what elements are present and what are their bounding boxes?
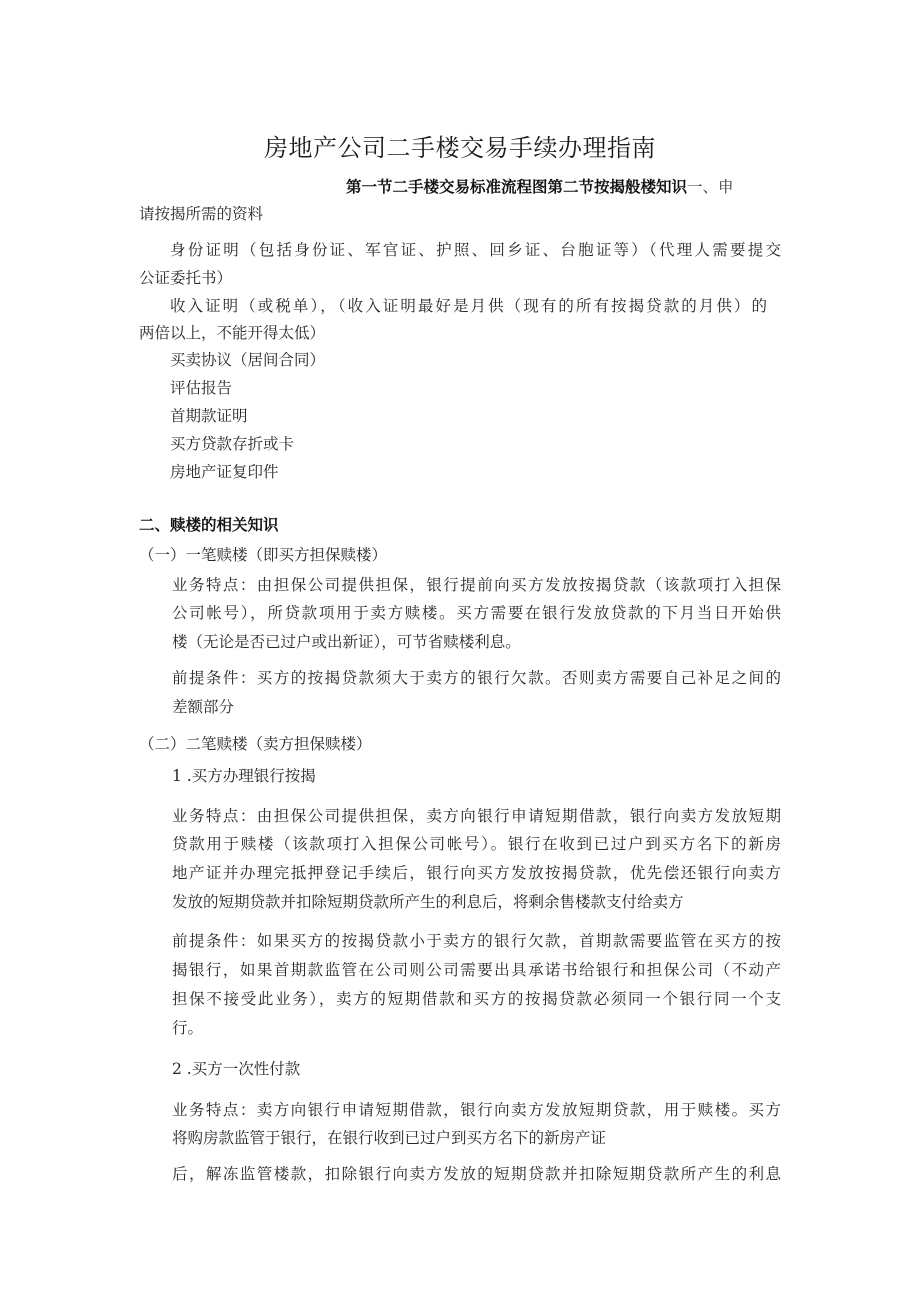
material-item: 买方贷款存折或卡 (170, 435, 295, 453)
material-income-line-1: 收入证明（或税单），（收入证明最好是月供（现有的所有按揭贷款的月供）的 (170, 297, 767, 315)
intro-tail-text: 一、申 (687, 178, 734, 196)
item1-business-line: 地产证并办理完抵押登记手续后，银行向买方发放按揭贷款，优先偿还银行向卖方 (172, 864, 781, 882)
sub1-business-line: 楼（无论是否已过户或出新证），可节省赎楼利息。 (172, 633, 521, 651)
section-2-heading: 二、赎楼的相关知识 (139, 516, 279, 534)
intro-line-2: 请按揭所需的资料 (139, 205, 264, 223)
sub1-business-line: 业务特点：由担保公司提供担保，银行提前向买方发放按揭贷款（该款项打入担保 (172, 576, 781, 594)
sub1-precondition-line: 前提条件：买方的按揭贷款须大于卖方的银行欠款。否则卖方需要自己补足之间的 (172, 669, 781, 687)
document-title: 房地产公司二手楼交易手续办理指南 (264, 134, 656, 162)
sub1-business-line: 公司帐号），所贷款项用于卖方赎楼。买方需要在银行发放贷款的下月当日开始供 (172, 604, 781, 622)
item1-precondition-line: 前提条件：如果买方的按揭贷款小于卖方的银行欠款，首期款需要监管在买方的按 (172, 932, 781, 950)
item1-precondition-line: 揭银行，如果首期款监管在公司则公司需要出具承诺书给银行和担保公司（不动产 (172, 961, 781, 979)
intro-bold-text: 第一节二手楼交易标准流程图第二节按揭般楼知识 (346, 178, 688, 196)
item1-precondition-line: 担保不接受此业务），卖方的短期借款和买方的按揭贷款必须同一个银行同一个支 (172, 990, 781, 1008)
intro-line (346, 177, 734, 197)
material-item: 首期款证明 (170, 407, 248, 425)
item2-business-line: 业务特点：卖方向银行申请短期借款，银行向卖方发放短期贷款，用于赎楼。买方 (172, 1101, 781, 1119)
material-item: 买卖协议（居间合同） (170, 351, 326, 369)
item1-business-line: 贷款用于赎楼（该款项打入担保公司帐号）。银行在收到已过户到买方名下的新房 (172, 835, 781, 853)
sub2-item-2-title: 2 .买方一次性付款 (172, 1060, 301, 1078)
item2-business-line: 将购房款监管于银行，在银行收到已过户到买方名下的新房产证 (172, 1129, 607, 1147)
subsection-1-heading: （一）一笔赎楼（即买方担保赎楼） (139, 546, 388, 564)
sub1-precondition-line: 差额部分 (172, 698, 235, 716)
item2-after-line: 后，解冻监管楼款，扣除银行向卖方发放的短期贷款并扣除短期贷款所产生的利息 (172, 1165, 781, 1183)
item1-business-line: 业务特点：由担保公司提供担保，卖方向银行申请短期借款，银行向卖方发放短期 (172, 807, 781, 825)
material-id-line-2: 公证委托书） (139, 269, 233, 287)
item1-precondition-line: 行。 (172, 1019, 204, 1037)
subsection-2-heading: （二）二笔赎楼（卖方担保赎楼） (139, 735, 372, 753)
material-item: 房地产证复印件 (170, 463, 279, 481)
material-income-line-2: 两倍以上，不能开得太低） (139, 324, 326, 342)
material-item: 评估报告 (170, 379, 233, 397)
sub2-item-1-title: 1 .买方办理银行按揭 (172, 767, 316, 785)
item1-business-line: 发放的短期贷款并扣除短期贷款所产生的利息后，将剩余售楼款支付给卖方 (172, 893, 684, 911)
material-id-line-1: 身份证明（包括身份证、军官证、护照、回乡证、台胞证等）（代理人需要提交 (170, 241, 781, 259)
